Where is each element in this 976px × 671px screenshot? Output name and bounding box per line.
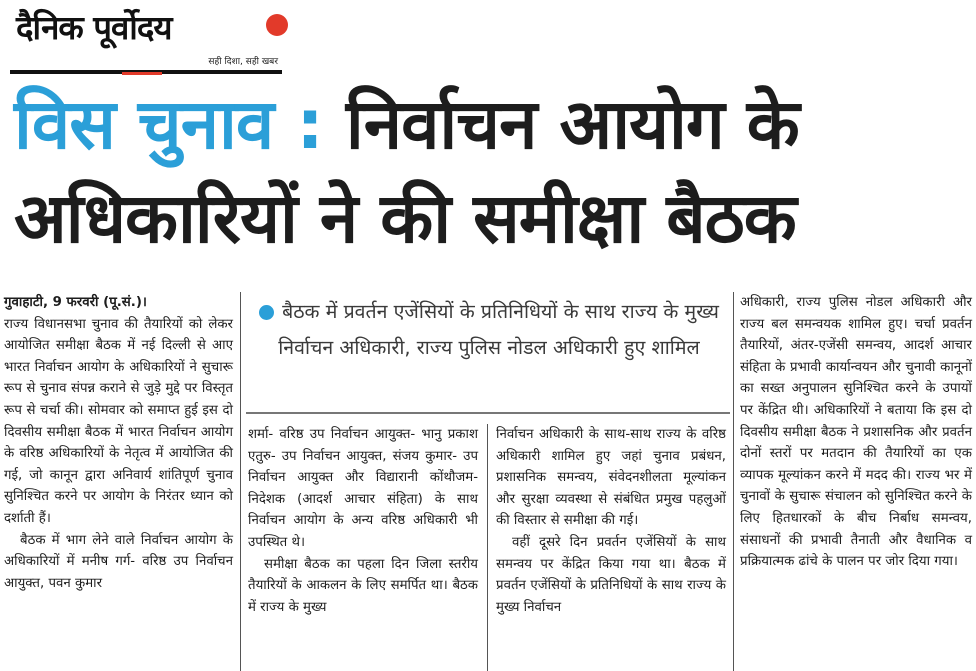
column-3-paragraph-2: वहीं दूसरे दिन प्रवर्तन एजेंसियों के साथ समन्वय पर केंद्रित किया गया था। बैठक में प्रवर्तन एजेंसियों के प्रतिनिधियों के साथ राज्य के मुख्य निर्वाचन <box>496 534 726 615</box>
newspaper-name: दैनिक पूर्वोदय <box>16 8 172 47</box>
pull-quote-text: बैठक में प्रवर्तन एजेंसियों के प्रतिनिधियों के साथ राज्य के मुख्य निर्वाचन अधिकारी, राज्य पुलिस नोडल अधिकारी हुए शामिल <box>278 300 719 359</box>
column-divider <box>240 292 241 671</box>
pull-quote-rule <box>246 412 730 414</box>
article-column-4 <box>740 292 972 573</box>
column-1-paragraph-1: राज्य विधानसभा चुनाव की तैयारियों को लेकर आयोजित समीक्षा बैठक में नई दिल्ली से आए भारत निर्वाचन आयोग के अधिकारियों ने सुचारू रूप से चुनाव संपन्न कराने से जुड़े मुद्दे पर विस्तृत रूप से चर्चा की। सोमवार को समाप्त हुई इस दो दिवसीय समीक्षा बैठक में भारत निर्वाचन आयोग के वरिष्ठ अधिकारियों के नेतृत्व में आयोजित की गई, जो कानून द्वारा अनिवार्य शांतिपूर्ण चुनाव सुनिश्चित करने पर आयोग के निरंतर ध्यान को दर्शाती हैं। <box>4 316 233 526</box>
headline-kicker: विस चुनाव : <box>14 85 323 165</box>
article-headline <box>14 78 964 266</box>
pull-quote <box>256 294 722 366</box>
column-divider <box>733 292 734 671</box>
headline-line1: निर्वाचन आयोग के <box>345 85 799 165</box>
column-divider <box>487 424 488 671</box>
masthead-dot-icon <box>266 14 288 36</box>
masthead <box>10 4 282 72</box>
masthead-red-strip <box>122 72 162 75</box>
column-4-paragraph-1: अधिकारी, राज्य पुलिस नोडल अधिकारी और राज्य बल समन्वयक शामिल हुए। चर्चा प्रवर्तन तैयारियों, अंतर-एजेंसी समन्वय, आदर्श आचार संहिता के प्रभावी कार्यान्वयन और चुनावी कानूनों का सख्त अनुपालन सुनिश्चित करने के उपायों पर केंद्रित थी। अधिकारियों ने बताया कि इस दो दिवसीय समीक्षा बैठक ने प्रशासनिक और प्रवर्तन दोनों स्तरों पर मतदान की तैयारियों का एक व्यापक मूल्यांकन करने में मदद की। राज्य भर में चुनावों के सुचारू संचालन को सुनिश्चित करने के लिए हितधारकों के बीच निर्बाध समन्वय, संसाधनों की प्रभावी तैनाती और वैधानिक व प्रक्रियात्मक ढांचे के पालन पर जोर दिया गया। <box>740 295 972 570</box>
article-column-3 <box>496 424 726 618</box>
article-column-2 <box>248 424 478 618</box>
newspaper-tagline: सही दिशा, सही खबर <box>208 57 278 67</box>
dateline: गुवाहाटी, 9 फरवरी (पू.सं.)। <box>4 295 147 310</box>
column-2-paragraph-2: समीक्षा बैठक का पहला दिन जिला स्तरीय तैयारियों के आकलन के लिए समर्पित था। बैठक में राज्य के मुख्य <box>248 556 478 615</box>
column-1-paragraph-2: बैठक में भाग लेने वाले निर्वाचन आयोग के अधिकारियों में मनीष गर्ग- वरिष्ठ उप निर्वाचन आयुक्त, पवन कुमार <box>4 532 233 591</box>
column-3-paragraph-1: निर्वाचन अधिकारी के साथ-साथ राज्य के वरिष्ठ अधिकारी शामिल हुए जहां चुनाव प्रबंधन, प्रशासनिक समन्वय, संवेदनशीलता मूल्यांकन और सुरक्षा व्यवस्था से संबंधित प्रमुख पहलुओं की विस्तार से समीक्षा की गई। <box>496 427 726 529</box>
column-2-paragraph-1: शर्मा- वरिष्ठ उप निर्वाचन आयुक्त- भानु प्रकाश एतुरु- उप निर्वाचन आयुक्त, संजय कुमार- उप निर्वाचन आयुक्त और विद्यारानी कोंथौजम- निदेशक (आदर्श आचार संहिता) के साथ निर्वाचन आयोग के अन्य वरिष्ठ अधिकारी भी उपस्थित थे। <box>248 427 478 550</box>
article-column-1 <box>4 292 233 594</box>
bullet-icon <box>259 305 274 320</box>
headline-line2: अधिकारियों ने की समीक्षा बैठक <box>14 179 796 259</box>
